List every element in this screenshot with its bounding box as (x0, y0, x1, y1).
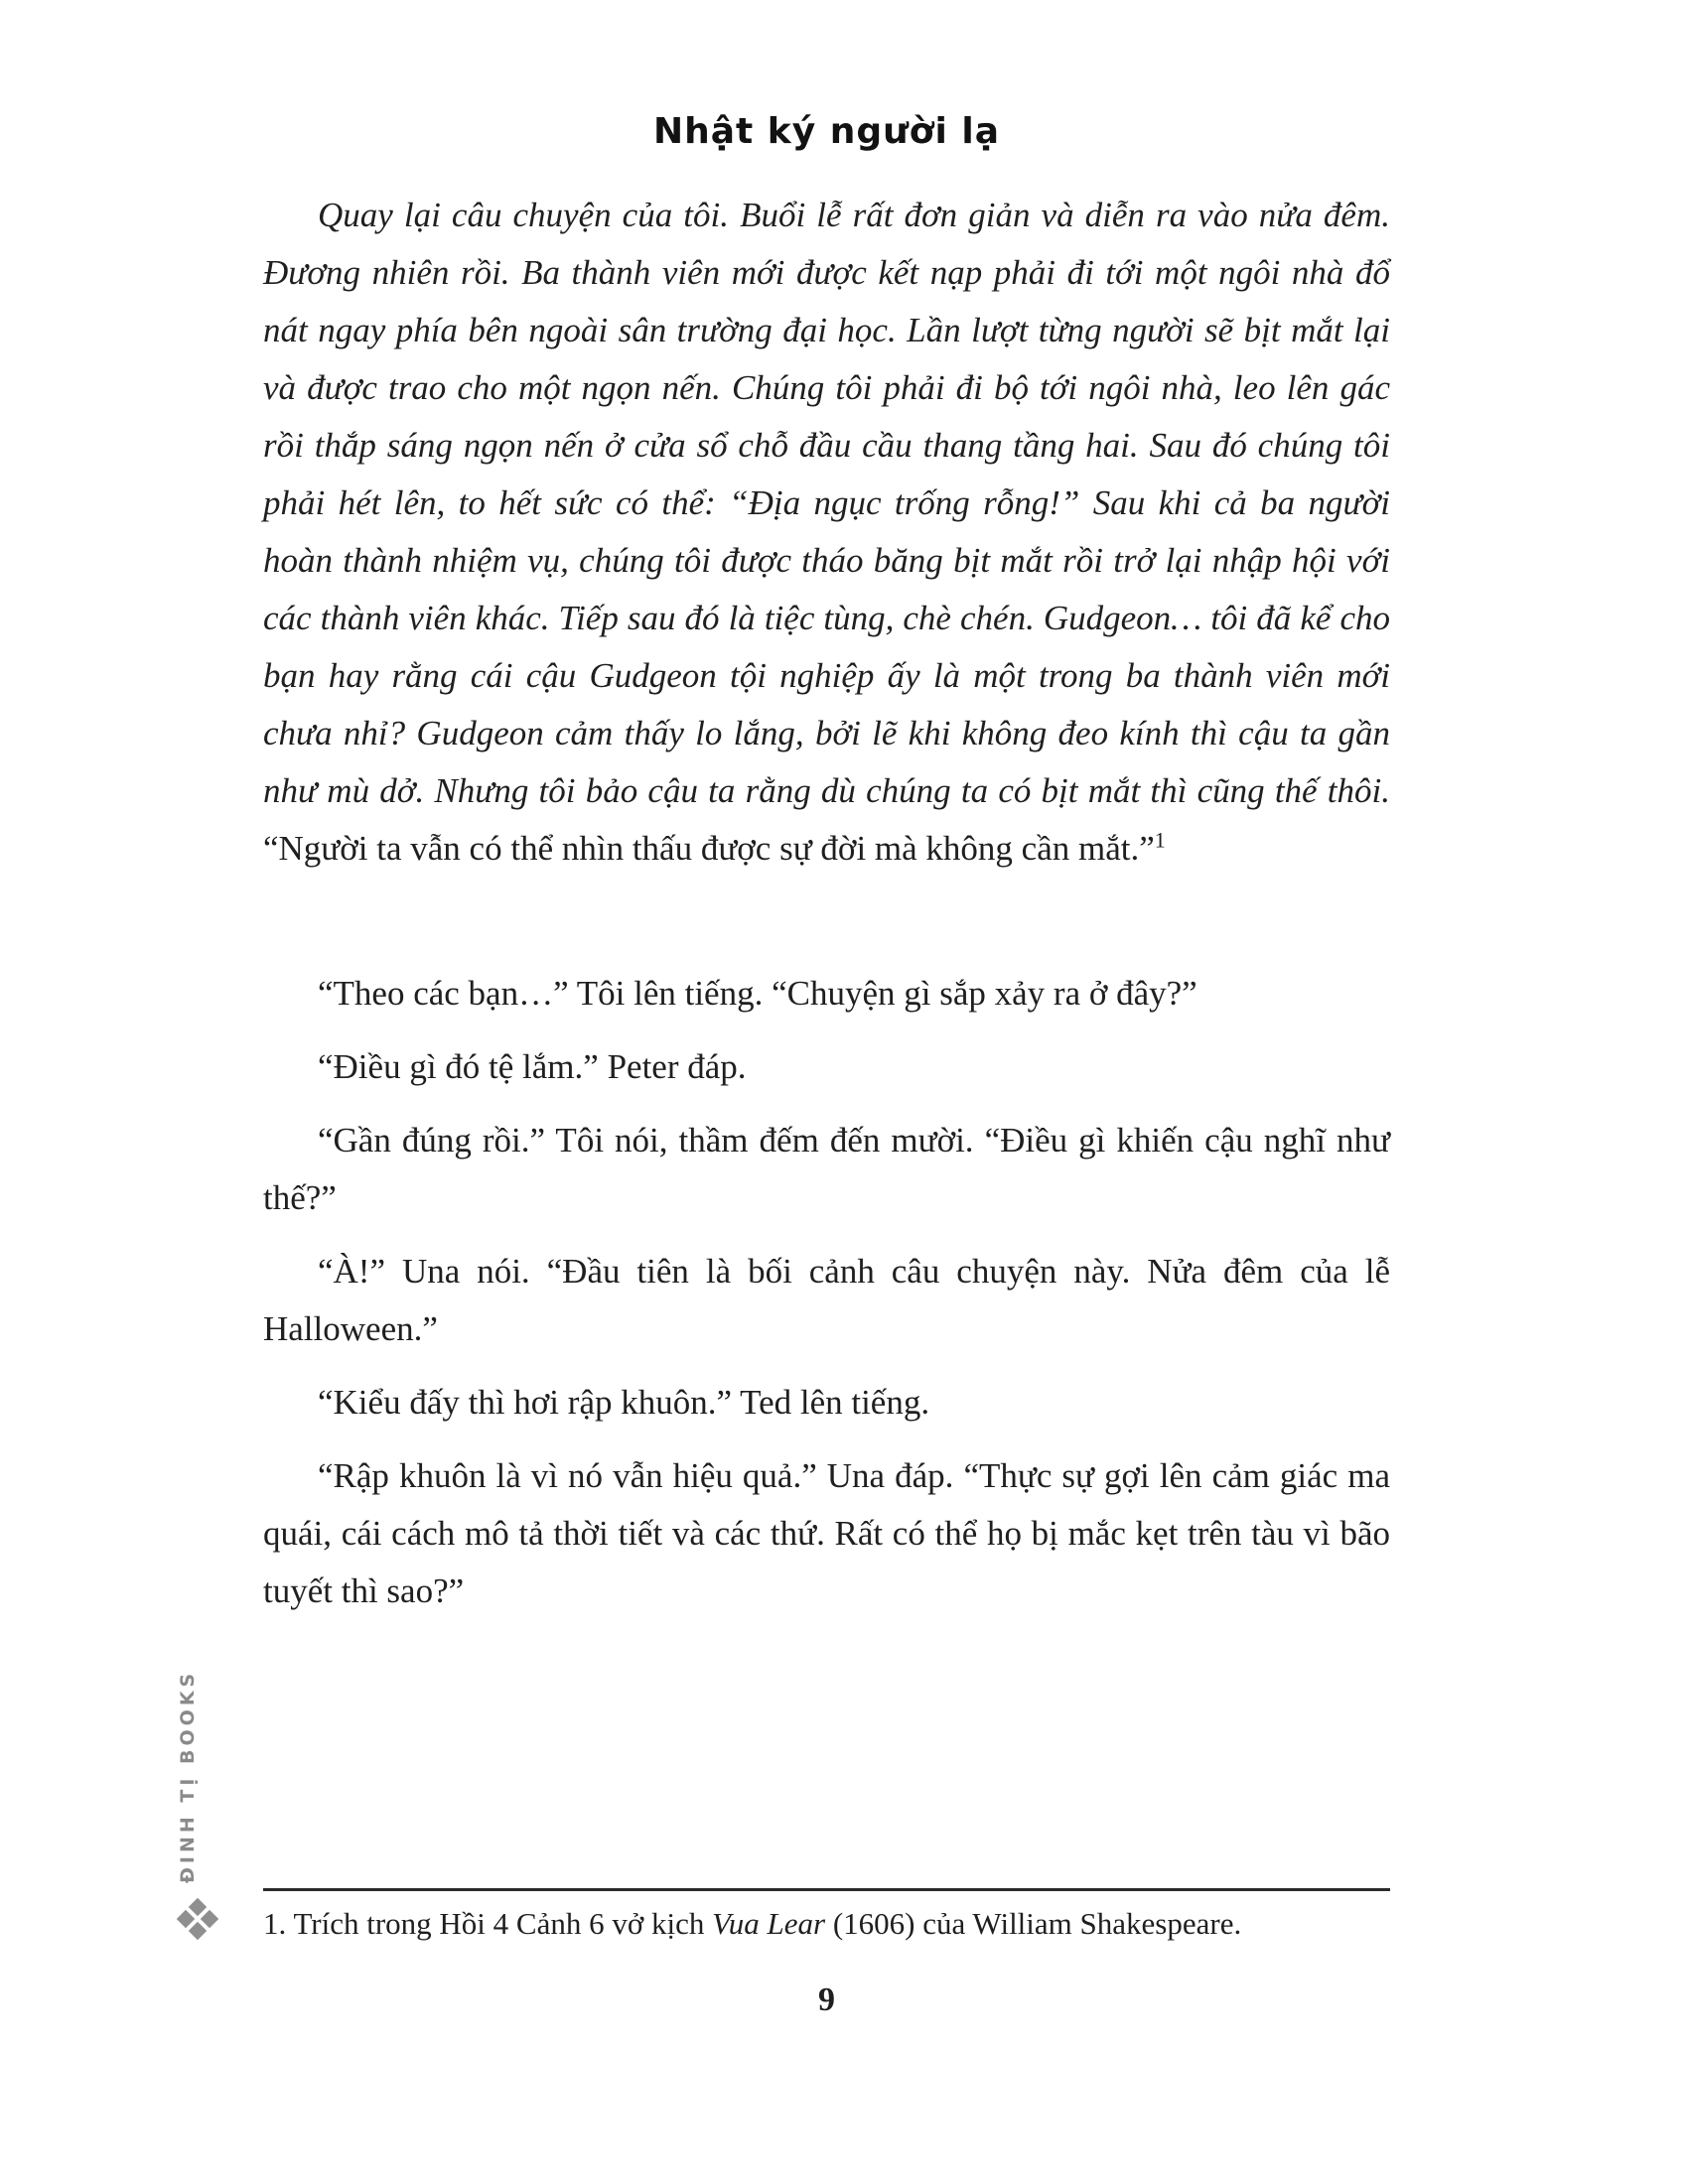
footnote-prefix: 1. Trích trong Hồi 4 Cảnh 6 vở kịch (263, 1906, 713, 1941)
footnote-reference-marker: 1 (1154, 827, 1166, 853)
dialogue-paragraph: “Theo các bạn…” Tôi lên tiếng. “Chuyện gì sắp xảy ra ở đây?” (318, 974, 1197, 1013)
footnote-work-title: Vua Lear (712, 1906, 826, 1941)
page-text-block (263, 187, 1390, 1636)
diamond-pinwheel-icon (171, 1892, 224, 1946)
footnote (263, 1888, 1390, 1945)
opening-quote-paragraph (263, 187, 1390, 878)
book-title-header: Nhật ký người lạ (653, 111, 1000, 152)
publisher-logo-icon (171, 1892, 224, 1946)
dialogue-paragraph: “Điều gì đó tệ lắm.” Peter đáp. (318, 1047, 747, 1086)
dialogue-paragraph: “Kiểu đấy thì hơi rập khuôn.” Ted lên tiếng. (318, 1383, 930, 1422)
footnote-suffix: (1606) của William Shakespeare. (825, 1906, 1242, 1941)
dialogue-paragraph: “Rập khuôn là vì nó vẫn hiệu quả.” Una đáp. “Thực sự gợi lên cảm giác ma quái, cái cách mô tả thời tiết và các thứ. Rất có thể họ bị mắc kẹt trên tàu vì bão tuyết thì sao?” (263, 1456, 1390, 1610)
dialogue-paragraph: “À!” Una nói. “Đầu tiên là bối cảnh câu chuyện này. Nửa đêm của lễ Halloween.” (263, 1252, 1390, 1348)
footnote-text (263, 1903, 1390, 1945)
publisher-name: ĐINH TỊ BOOKS (177, 1669, 199, 1883)
footnote-divider (263, 1888, 1390, 1891)
quote-upright-text: “Người ta vẫn có thể nhìn thấu được sự đời mà không cần mắt.” (263, 829, 1155, 868)
dialogue-paragraph: “Gần đúng rồi.” Tôi nói, thầm đếm đến mười. “Điều gì khiến cậu nghĩ như thế?” (263, 1121, 1390, 1217)
quote-italic-text: Quay lại câu chuyện của tôi. Buổi lễ rất đơn giản và diễn ra vào nửa đêm. Đương nhiên rồi. Ba thành viên mới được kết nạp phải đi tới một ngôi nhà đổ nát ngay phía bên ngoài sân trường đại học. Lần lượt từng người sẽ bịt mắt lại và được trao cho một ngọn nến. Chúng tôi phải đi bộ tới ngôi nhà, leo lên gác rồi thắp sáng ngọn nến ở cửa sổ chỗ đầu cầu thang tầng hai. Sau đó chúng tôi phải hét lên, to hết sức có thể: “Địa ngục trống rỗng!” Sau khi cả ba người hoàn thành nhiệm vụ, chúng tôi được tháo băng bịt mắt rồi trở lại nhập hội với các thành viên khác. Tiếp sau đó là tiệc tùng, chè chén. Gudgeon… tôi đã kể cho bạn hay rằng cái cậu Gudgeon tội nghiệp ấy là một trong ba thành viên mới chưa nhỉ? Gudgeon cảm thấy lo lắng, bởi lẽ khi không đeo kính thì cậu ta gần như mù dở. Nhưng tôi bảo cậu ta rằng dù chúng ta có bịt mắt thì cũng thế thôi. (263, 196, 1390, 810)
page-number: 9 (818, 1981, 835, 2018)
